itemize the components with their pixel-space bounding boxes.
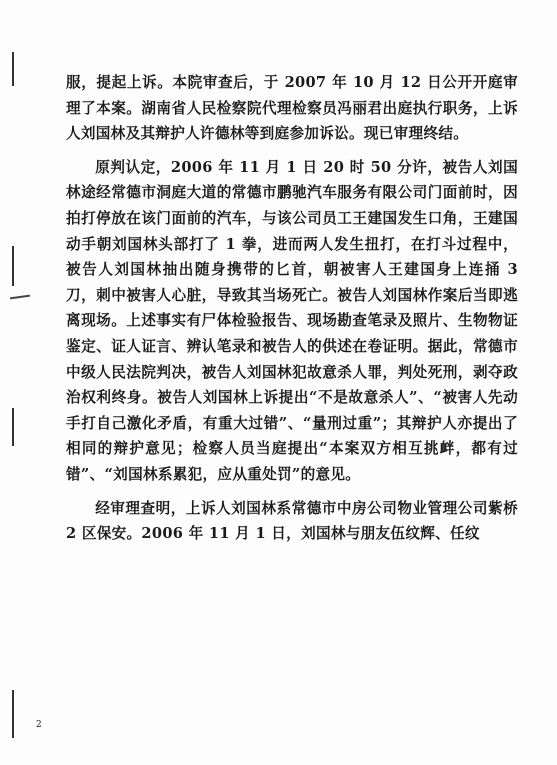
binding-hole-mark <box>12 408 14 446</box>
paragraph-original-judgment: 原判认定，2006 年 11 月 1 日 20 时 50 分许，被告人刘国林途经常德市洞庭大道的常德市鹏驰汽车服务有限公司门面前时，因拍打停放在该门面前的汽车，与该公司员工王建国发生口角，王建国动手朝刘国林头部打了 1 拳，进而两人发生扭打，在打斗过程中，被告人刘国林抽出随身携带的匕首，朝被害人王建国身上连捅 3 刀，刺中被害人心脏，导致其当场死亡。被告人刘国林作案后当即逃离现场。上述事实有尸体检验报告、现场勘查笔录及照片、生物物证鉴定、证人证言、辨认笔录和被告人的供述在卷证明。据此，常德市中级人民法院判决，被告人刘国林犯故意杀人罪，判处死刑，剥夺政治权利终身。被告人刘国林上诉提出“不是故意杀人”、“被害人先动手打自己激化矛盾，有重大过错”、“量刑过重”；其辩护人亦提出了相同的辩护意见；检察人员当庭提出“本案双方相互挑衅，都有过错”、“刘国林系累犯，应从重处罚”的意见。 <box>66 158 518 483</box>
page-number: 2 <box>36 720 42 730</box>
paragraph-facts-found: 经审理查明，上诉人刘国林系常德市中房公司物业管理公司紫桥 2 区保安。2006 年 11 月 1 日，刘国林与朋友伍纹辉、任纹 <box>66 499 518 543</box>
margin-stroke <box>10 295 30 300</box>
binding-hole-mark <box>12 246 14 286</box>
paragraph-hearing-summary: 服，提起上诉。本院审查后，于 2007 年 10 月 12 日公开开庭审理了本案。湖南省人民检察院代理检察员冯丽君出庭执行职务，上诉人刘国林及其辩护人许德林等到庭参加诉讼。现已审理终结。 <box>66 74 518 143</box>
binding-hole-mark <box>12 690 14 738</box>
judgment-text-body <box>66 70 518 555</box>
binding-hole-mark <box>12 52 14 86</box>
